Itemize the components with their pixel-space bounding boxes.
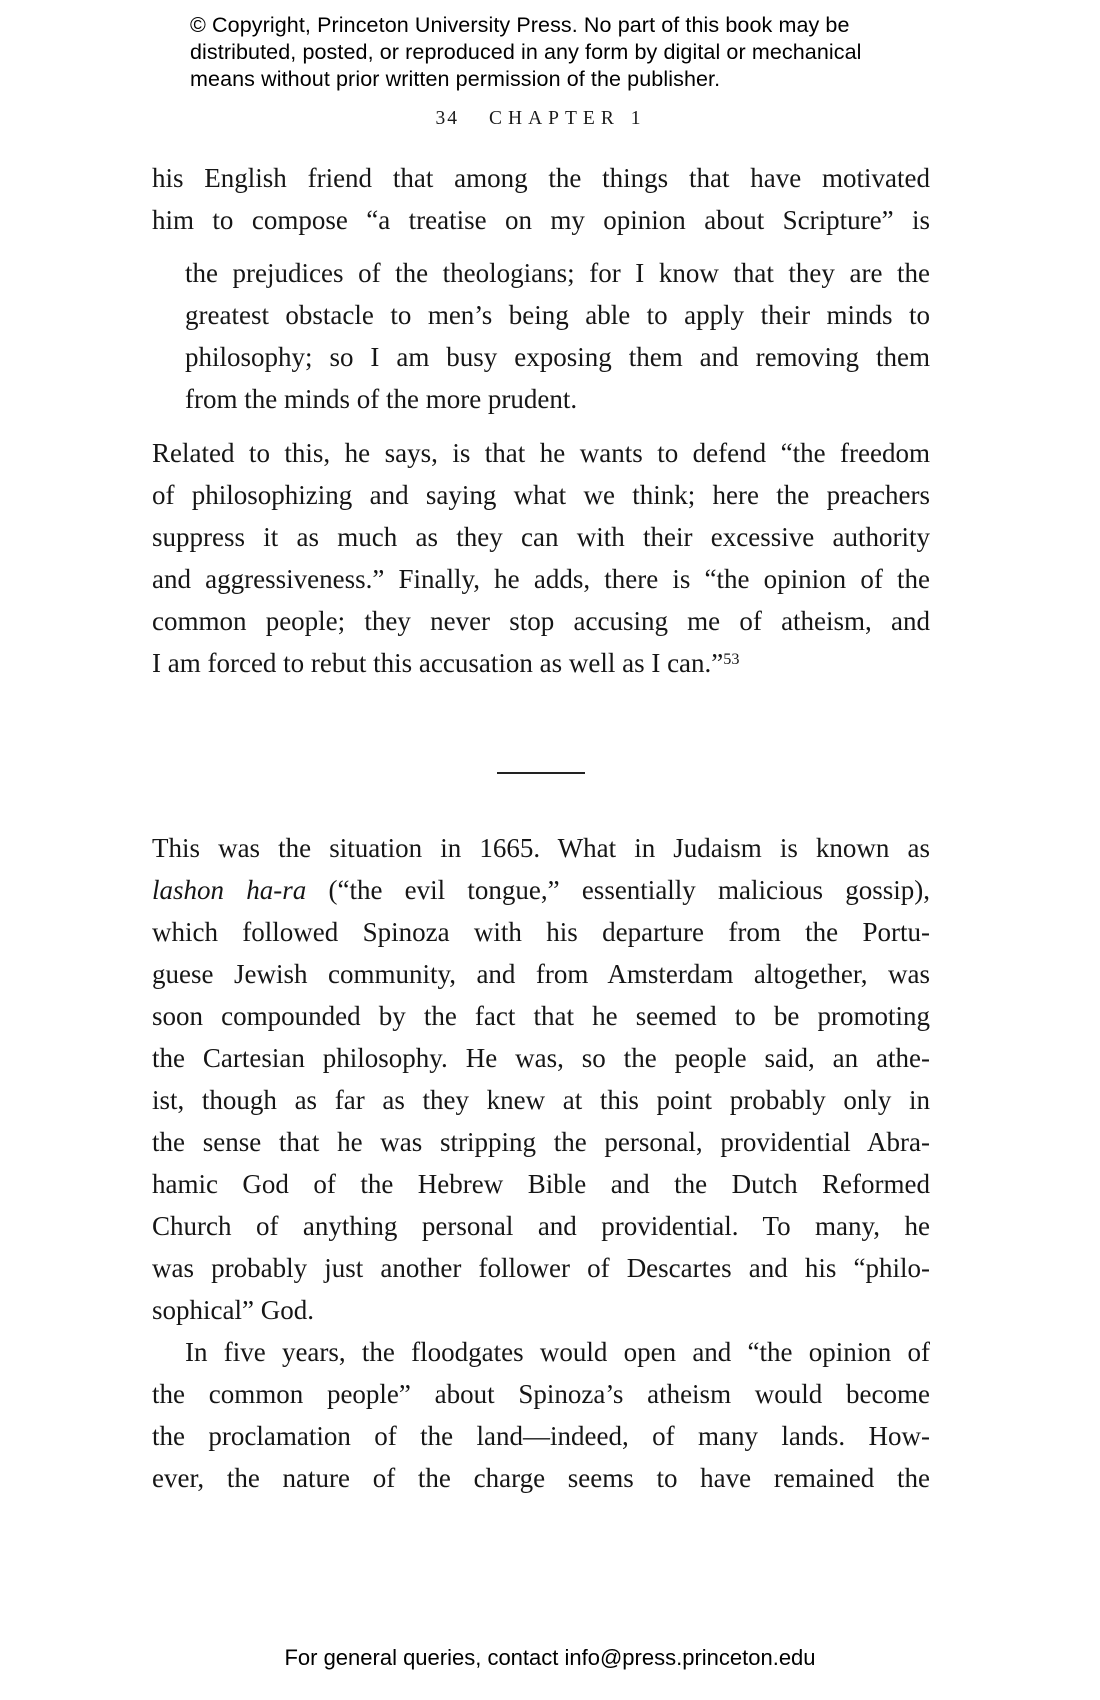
text-line: [185, 336, 930, 378]
footnote-reference: 53: [723, 649, 740, 668]
text-segment: ever, the nature of the charge seems to have remained the: [152, 1463, 930, 1493]
text-segment: and aggressiveness.” Finally, he adds, there is “the opinion of the: [152, 564, 930, 594]
copyright-line-1: © Copyright, Princeton University Press. No part of this book may be: [190, 13, 850, 37]
text-line: [152, 953, 930, 995]
page-body-text: [152, 157, 930, 1499]
text-segment: guese Jewish community, and from Amsterdam altogether, was: [152, 959, 930, 989]
text-segment: the sense that he was stripping the personal, providential Abra-: [152, 1127, 930, 1157]
text-segment: ist, though as far as they knew at this point probably only in: [152, 1085, 930, 1115]
text-segment: suppress it as much as they can with their excessive authority: [152, 522, 930, 552]
text-segment: from the minds of the more prudent.: [185, 384, 578, 414]
text-segment: of philosophizing and saying what we think; here the preachers: [152, 480, 930, 510]
text-line: [152, 1121, 930, 1163]
text-segment: was probably just another follower of Descartes and his “philo-: [152, 1253, 930, 1283]
text-line: [152, 1289, 930, 1331]
text-block: [152, 12, 930, 1499]
text-segment: his English friend that among the things that have motivated: [152, 163, 930, 193]
text-segment: which followed Spinoza with his departure from the Portu-: [152, 917, 930, 947]
page-number: 34: [435, 108, 459, 129]
text-line: [152, 1373, 930, 1415]
text-segment: hamic God of the Hebrew Bible and the Dutch Reformed: [152, 1169, 930, 1199]
text-line: [152, 1415, 930, 1457]
copyright-line-3: means without prior written permission of the publisher.: [190, 67, 721, 91]
text-segment: sophical” God.: [152, 1295, 314, 1325]
text-line: [152, 474, 930, 516]
footer-contact-line: For general queries, contact info@press.princeton.edu: [284, 1645, 816, 1670]
text-segment: the proclamation of the land—indeed, of many lands. How-: [152, 1421, 930, 1451]
extract-blockquote: [185, 252, 930, 420]
text-segment: common people; they never stop accusing me of atheism, and: [152, 606, 930, 636]
text-line: [152, 1079, 930, 1121]
text-line: [185, 294, 930, 336]
text-line: [152, 432, 930, 474]
text-segment: soon compounded by the fact that he seemed to be promoting: [152, 1001, 930, 1031]
text-segment: philosophy; so I am busy exposing them and removing them: [185, 342, 930, 372]
text-line: [152, 600, 930, 642]
text-line: [152, 911, 930, 953]
para-continuation: [152, 157, 930, 241]
para-in-five-years: [152, 1331, 930, 1499]
chapter-title: CHAPTER 1: [489, 108, 647, 129]
section-divider: [497, 772, 585, 774]
text-line: [152, 642, 930, 684]
text-segment: (“the evil tongue,” essentially malicious gossip),: [306, 875, 930, 905]
text-line: [152, 1457, 930, 1499]
text-line: [152, 1037, 930, 1079]
text-line: [152, 1163, 930, 1205]
para-situation-1665: [152, 827, 930, 1331]
text-segment: the common people” about Spinoza’s atheism would become: [152, 1379, 930, 1409]
text-line: [152, 995, 930, 1037]
text-line: [185, 378, 930, 420]
text-line: [152, 199, 930, 241]
text-line: [152, 558, 930, 600]
text-segment: Related to this, he says, is that he wants to defend “the freedom: [152, 438, 930, 468]
copyright-line-2: distributed, posted, or reproduced in any form by digital or mechanical: [190, 40, 862, 64]
copyright-notice: [190, 12, 910, 93]
text-segment: him to compose “a treatise on my opinion about Scripture” is: [152, 205, 930, 235]
text-segment: the prejudices of the theologians; for I know that they are the: [185, 258, 930, 288]
text-segment: This was the situation in 1665. What in Judaism is known as: [152, 833, 930, 863]
text-segment: In five years, the floodgates would open and “the opinion of: [185, 1337, 930, 1367]
text-line: [152, 1247, 930, 1289]
italic-phrase: lashon ha-ra: [152, 875, 307, 905]
text-segment: Church of anything personal and providential. To many, he: [152, 1211, 930, 1241]
para-freedom-of-philosophizing: [152, 432, 930, 684]
running-head: [152, 108, 930, 130]
text-line: [152, 157, 930, 199]
text-line: [152, 827, 930, 869]
text-line: [152, 869, 930, 911]
text-segment: greatest obstacle to men’s being able to apply their minds to: [185, 300, 930, 330]
text-line: [185, 252, 930, 294]
text-line: [152, 1331, 930, 1373]
text-line: [152, 516, 930, 558]
text-segment: I am forced to rebut this accusation as well as I can.”: [152, 648, 724, 678]
text-line: [152, 1205, 930, 1247]
text-segment: the Cartesian philosophy. He was, so the people said, an athe-: [152, 1043, 930, 1073]
